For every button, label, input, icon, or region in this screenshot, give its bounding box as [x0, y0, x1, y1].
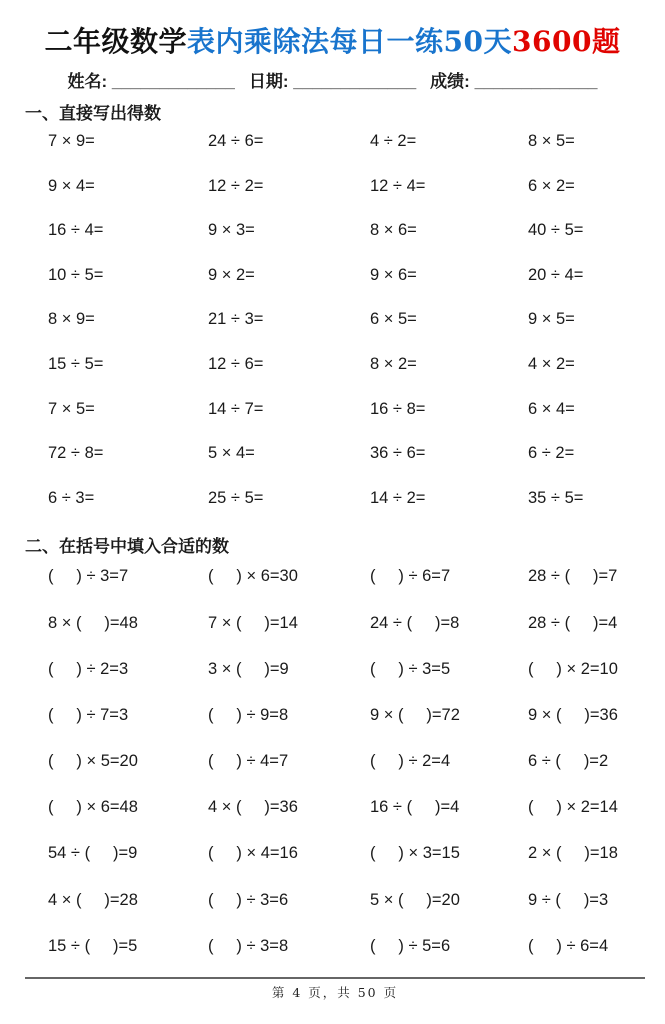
date-blank: _____________ — [293, 72, 417, 91]
problem-item: 9 × ( )=72 — [370, 705, 460, 724]
problem-item: 6 × 4= — [528, 399, 575, 418]
problem-item: 4 × 2= — [528, 354, 575, 373]
problem-item: ( ) × 3=15 — [370, 844, 460, 863]
problem-item: ( ) ÷ 3=7 — [48, 567, 129, 586]
problem-item: 9 × 4= — [48, 176, 95, 195]
score-field — [430, 71, 597, 93]
problem-item: ( ) ÷ 3=5 — [370, 659, 451, 678]
problem-item: 35 ÷ 5= — [528, 488, 584, 507]
problem-item: 14 ÷ 2= — [370, 488, 426, 507]
score-label: 成绩: — [430, 72, 470, 91]
problem-item: 8 × 6= — [370, 221, 417, 240]
problem-item: 16 ÷ 4= — [48, 221, 104, 240]
problem-item: 8 × 5= — [528, 132, 575, 150]
name-label: 姓名: — [67, 72, 108, 91]
problem-item: 6 × 2= — [528, 176, 575, 195]
problem-item: ( ) × 5=20 — [48, 752, 138, 771]
date-label: 日期: — [248, 72, 289, 91]
problem-item: ( ) ÷ 6=7 — [370, 567, 451, 586]
problem-item: ( ) ÷ 2=4 — [370, 752, 451, 771]
problem-item: 9 × 5= — [528, 310, 575, 329]
problem-item: 6 × 5= — [370, 310, 417, 329]
problem-item: 25 ÷ 5= — [208, 488, 264, 507]
problem-item: 9 × 6= — [370, 265, 417, 284]
problem-item: 3 × ( )=9 — [208, 659, 289, 678]
problem-item: 72 ÷ 8= — [48, 444, 104, 463]
problem-item: 6 ÷ 2= — [528, 444, 575, 463]
problem-item: ( ) × 2=14 — [528, 798, 618, 817]
problem-item: ( ) ÷ 4=7 — [208, 752, 289, 771]
problem-item: 15 ÷ 5= — [48, 354, 104, 373]
problem-item: ( ) ÷ 5=6 — [370, 936, 451, 955]
section1-problem-grid — [0, 130, 665, 531]
problem-item: 20 ÷ 4= — [528, 265, 584, 284]
problem-item: 28 ÷ ( )=4 — [528, 613, 618, 632]
problem-item: 8 × ( )=48 — [48, 613, 138, 632]
problem-item: 21 ÷ 3= — [208, 310, 264, 329]
problem-item: 15 ÷ ( )=5 — [48, 936, 138, 955]
problem-item: 9 ÷ ( )=3 — [528, 890, 609, 909]
page-footer — [25, 977, 645, 1001]
problem-item: 54 ÷ ( )=9 — [48, 844, 138, 863]
problem-item: 5 × 4= — [208, 444, 255, 463]
problem-item: ( ) ÷ 2=3 — [48, 659, 129, 678]
problem-item: 2 × ( )=18 — [528, 844, 618, 863]
problem-item: ( ) ÷ 6=4 — [528, 936, 609, 955]
problem-item: ( ) × 2=10 — [528, 659, 618, 678]
problem-item: 4 ÷ 2= — [370, 132, 417, 150]
problem-item: 7 × 9= — [48, 132, 95, 150]
problem-item: ( ) × 6=48 — [48, 798, 138, 817]
problem-item: 9 × 3= — [208, 221, 255, 240]
problem-item: 28 ÷ ( )=7 — [528, 567, 618, 586]
page-title — [0, 0, 665, 62]
section2-problem-grid — [0, 565, 665, 981]
date-field — [249, 71, 416, 93]
problem-item: 4 × ( )=36 — [208, 798, 298, 817]
problem-item: 8 × 9= — [48, 310, 95, 329]
problem-item: 12 ÷ 2= — [208, 176, 264, 195]
name-field — [68, 71, 235, 93]
problem-item: 9 × ( )=36 — [528, 705, 618, 724]
section2-heading: 二、在括号中填入合适的数 — [25, 537, 229, 557]
problem-item: 40 ÷ 5= — [528, 221, 584, 240]
problem-item: 36 ÷ 6= — [370, 444, 426, 463]
problem-item: ( ) ÷ 7=3 — [48, 705, 129, 724]
problem-item: 8 × 2= — [370, 354, 417, 373]
problem-item: ( ) × 4=16 — [208, 844, 298, 863]
problem-item: 12 ÷ 6= — [208, 354, 264, 373]
problem-item: ( ) ÷ 3=6 — [208, 890, 289, 909]
problem-item: 16 ÷ 8= — [370, 399, 426, 418]
problem-item: 7 × 5= — [48, 399, 95, 418]
page-number: 第 4 页，共 50 页 — [271, 985, 399, 1000]
problem-item: 6 ÷ 3= — [48, 488, 95, 507]
problem-item: ( ) ÷ 3=8 — [208, 936, 289, 955]
problem-item: 6 ÷ ( )=2 — [528, 752, 609, 771]
problem-item: 4 × ( )=28 — [48, 890, 138, 909]
problem-item: 16 ÷ ( )=4 — [370, 798, 460, 817]
problem-item: 5 × ( )=20 — [370, 890, 460, 909]
section1-heading: 一、直接写出得数 — [25, 104, 161, 123]
title-segment-count: 3600题 — [512, 25, 621, 58]
title-segment-grade: 二年级数学 — [44, 25, 188, 58]
name-blank: _____________ — [111, 72, 235, 91]
problem-item: 24 ÷ ( )=8 — [370, 613, 460, 632]
problem-item: ( ) ÷ 9=8 — [208, 705, 289, 724]
score-blank: _____________ — [474, 72, 598, 91]
problem-item: 7 × ( )=14 — [208, 613, 298, 632]
student-info-row — [0, 71, 665, 93]
problem-item: ( ) × 6=30 — [208, 567, 298, 586]
problem-item: 14 ÷ 7= — [208, 399, 264, 418]
problem-item: 10 ÷ 5= — [48, 265, 104, 284]
problem-item: 9 × 2= — [208, 265, 255, 284]
title-segment-topic: 表内乘除法每日一练50天 — [187, 25, 513, 58]
problem-item: 24 ÷ 6= — [208, 132, 264, 150]
problem-item: 12 ÷ 4= — [370, 176, 426, 195]
